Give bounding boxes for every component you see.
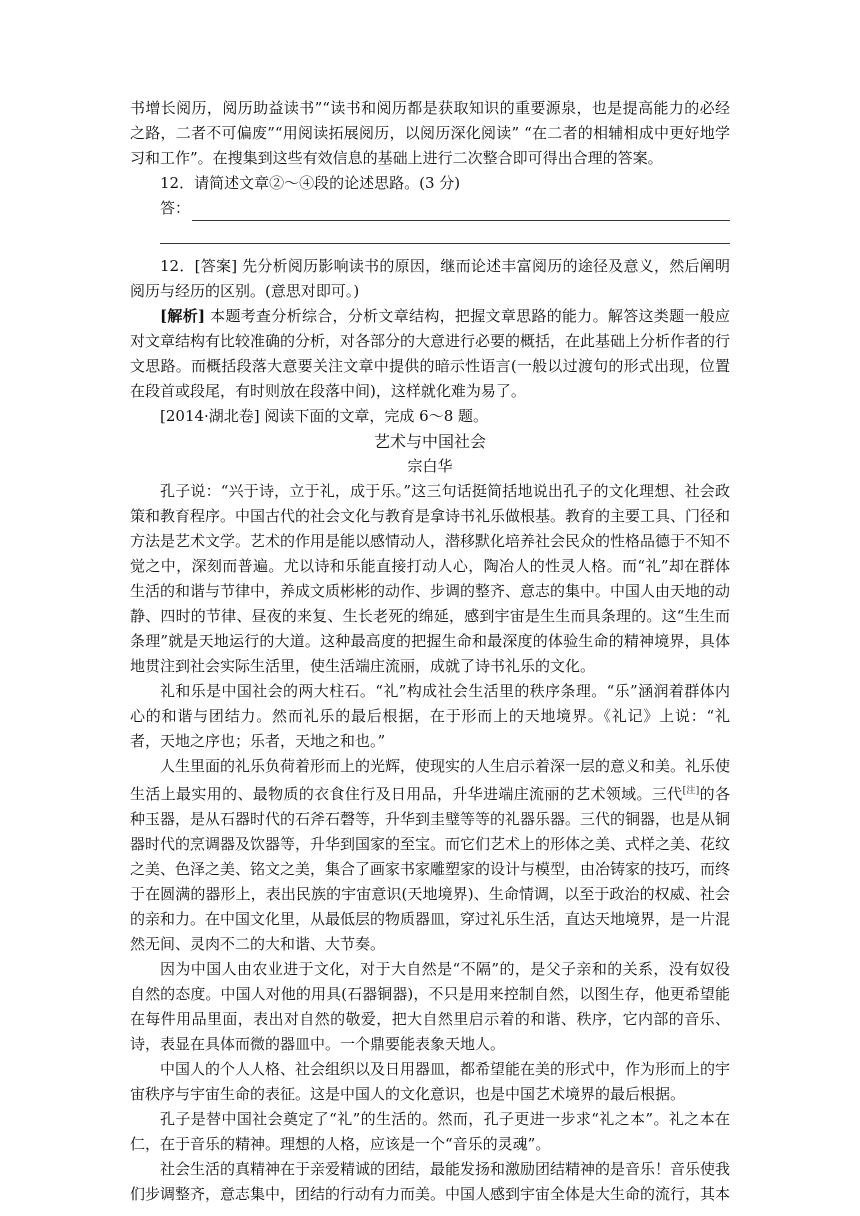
answer-tag: 12．[答案] <box>160 257 238 275</box>
answer-text: 先分析阅历影响读书的原因，继而论述丰富阅历的途径及意义，然后阐明阅历与经历的区别。(意思对即可。) <box>130 257 730 300</box>
answer-label: 答： <box>160 199 191 217</box>
document-page <box>130 96 730 1207</box>
analysis-tag: [解析] <box>160 307 206 325</box>
footnote-marker[interactable]: [注] <box>682 786 700 796</box>
article-paragraph-3-part-a: 人生里面的礼乐负荷着形而上的光辉，使现实的人生启示着深一层的意义和美。礼乐使生活上最实用的、最物质的衣食住行及日用品，升华进端庄流丽的艺术领域。三代 <box>130 757 731 803</box>
intro-paragraph: 书增长阅历，阅历助益读书”“读书和阅历都是获取知识的重要源泉，也是提高能力的必经之路，二者不可偏废”“用阅读拓展阅历，以阅历深化阅读” “在二者的相辅相成中更好地学习和工作”。在搜集到这些有效信息的基础上进行二次整合即可得出合理的答案。 <box>130 99 730 167</box>
article-paragraph-2: 礼和乐是中国社会的两大柱石。“礼”构成社会生活里的秩序条理。“乐”涵润着群体内心的和谐与团结力。然而礼乐的最后根据，在于形而上的天地境界。《礼记》上说：“礼者，天地之序也；乐者，天地之和也。” <box>130 682 730 750</box>
article-paragraph-4: 因为中国人由农业进于文化，对于大自然是“不隔”的，是父子亲和的关系，没有奴役自然的态度。中国人对他的用具(石器铜器)，不只是用来控制自然，以图生存，他更希望能在每件用品里面，表出对自然的敬爱，把大自然里启示着的和谐、秩序，它内部的音乐、诗，表显在具体而微的器皿中。一个鼎要能表象天地人。 <box>130 960 730 1053</box>
analysis-text: 本题考查分析综合，分析文章结构，把握文章思路的能力。解答这类题一般应对文章结构有比较准确的分析，对各部分的大意进行必要的概括，在此基础上分析作者的行文思路。而概括段落大意要关注文章中提供的暗示性语言(一般以过渡句的形式出现，位置在段首或段尾，有时则放在段落中间)，这样就化难为易了。 <box>130 307 731 400</box>
analysis-paragraph <box>130 304 730 404</box>
article-paragraph-7: 社会生活的真精神在于亲爱精诚的团结，最能发扬和激励团结精神的是音乐！音乐使我们步调整齐，意志集中，团结的行动有力而美。中国人感到宇宙全体是大生命的流行，其本 <box>130 1160 731 1203</box>
article-paragraph-1: 孔子说：“兴于诗，立于礼，成于乐。”这三句话挺简括地说出孔子的文化理想、社会政策和教育程序。中国古代的社会文化与教育是拿诗书礼乐做根基。教育的主要工具、门径和方法是艺术文学。艺术的作用是能以感情动人，潜移默化培养社会民众的性格品德于不知不觉之中，深刻而普遍。尤以诗和乐能直接打动人心，陶冶人的性灵人格。而“礼”却在群体生活的和谐与节律中，养成文质彬彬的动作、步调的整齐、意志的集中。中国人由天地的动静、四时的节律、昼夜的来复、生长老死的绵延，感到宇宙是生生而具条理的。这“生生而条理”就是天地运行的大道。这种最高度的把握生命和最深度的体验生命的精神境界，具体地贯注到社会实际生活里，使生活端庄流丽，成就了诗书礼乐的文化。 <box>130 482 731 675</box>
answer-line <box>130 196 730 221</box>
article-paragraph-3 <box>130 754 730 957</box>
article-author: 宗白华 <box>407 457 453 475</box>
article-title: 艺术与中国社会 <box>373 432 486 451</box>
article-paragraph-3-part-b: 的各种玉器，是从石器时代的石斧石磬等，升华到圭璧等等的礼器乐器。三代的铜器，也是从铜器时代的烹调器及饮器等，升华到国家的至宝。而它们艺术上的形体之美、式样之美、花纹之美、色泽之美、铭文之美，集合了画家书家雕塑家的设计与模型，由冶铸家的技巧，而终于在圆满的器形上，表出民族的宇宙意识(天地境界)、生命情调，以至于政治的权威、社会的亲和力。在中国文化里，从最低层的物质器皿，穿过礼乐生活，直达天地境界，是一片混然无间、灵肉不二的大和谐、大节奏。 <box>130 785 731 953</box>
answer-blank-2[interactable] <box>160 225 730 244</box>
answer-blank-1[interactable] <box>192 202 730 221</box>
article-paragraph-6: 孔子是替中国社会奠定了“礼”的生活的。然而，孔子更进一步求“礼之本”。礼之本在仁，在于音乐的精神。理想的人格，应该是一个“音乐的灵魂”。 <box>130 1110 730 1153</box>
source-line: [2014·湖北卷] 阅读下面的文章，完成 6～8 题。 <box>160 407 489 425</box>
answer-paragraph <box>130 254 730 304</box>
article-paragraph-5: 中国人的个人人格、社会组织以及日用器皿，都希望能在美的形式中，作为形而上的宇宙秩序与宇宙生命的表征。这是中国人的文化意识，也是中国艺术境界的最后根据。 <box>130 1060 731 1103</box>
question-12: 12．请简述文章②～④段的论述思路。(3 分) <box>160 174 461 192</box>
